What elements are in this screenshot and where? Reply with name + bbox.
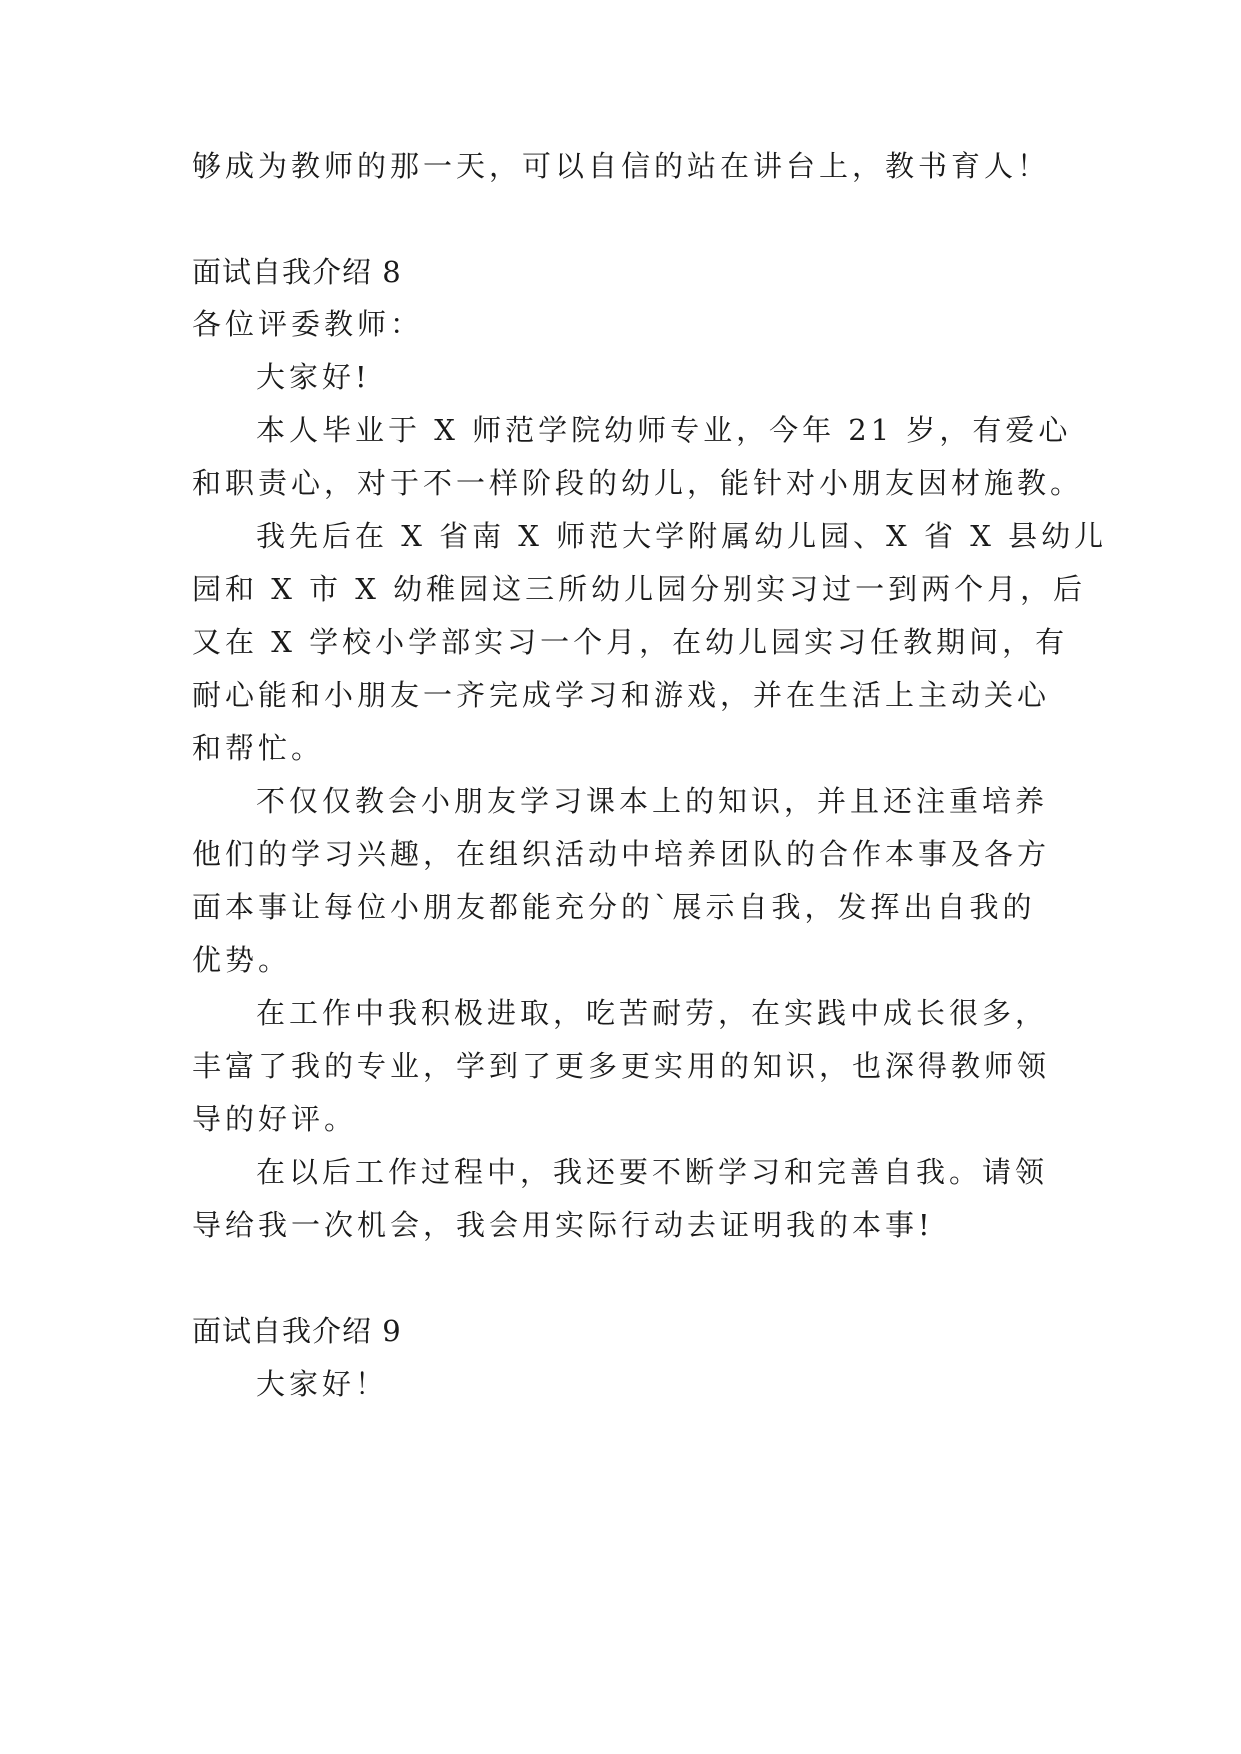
paragraph-line: 他们的学习兴趣，在组织活动中培养团队的合作本事及各方 [192,837,1051,871]
paragraph-line: 我先后在 X 省南 X 师范大学附属幼儿园、X 省 X 县幼儿 [256,519,1108,553]
paragraph-line: 导给我一次机会，我会用实际行动去证明我的本事! [192,1208,934,1242]
section-heading-8: 面试自我介绍 8 [192,255,402,289]
paragraph-line: 丰富了我的专业，学到了更多更实用的知识，也深得教师领 [192,1049,1051,1083]
paragraph-line: 和职责心，对于不一样阶段的幼儿，能针对小朋友因材施教。 [192,466,1084,500]
paragraph-line: 在以后工作过程中，我还要不断学习和完善自我。请领 [256,1155,1049,1189]
section-heading-9: 面试自我介绍 9 [192,1314,402,1348]
paragraph-line: 本人毕业于 X 师范学院幼师专业，今年 21 岁，有爱心 [256,413,1072,447]
paragraph-line: 优势。 [192,943,292,977]
paragraph-line: 导的好评。 [192,1102,358,1136]
paragraph-line: 和帮忙。 [192,731,325,765]
paragraph-line: 在工作中我积极进取，吃苦耐劳，在实践中成长很多， [256,996,1049,1030]
paragraph-line: 不仅仅教会小朋友学习课本上的知识，并且还注重培养 [256,784,1049,818]
salutation: 各位评委教师： [192,307,424,341]
greeting: 大家好! [256,360,371,394]
paragraph-line: 又在 X 学校小学部实习一个月，在幼儿园实习任教期间，有 [192,625,1069,659]
paragraph-line: 耐心能和小朋友一齐完成学习和游戏，并在生活上主动关心 [192,678,1051,712]
paragraph-line: 园和 X 市 X 幼稚园这三所幼儿园分别实习过一到两个月，后 [192,572,1087,606]
paragraph-line: 面本事让每位小朋友都能充分的`展示自我，发挥出自我的 [192,890,1036,924]
paragraph-line: 够成为教师的那一天，可以自信的站在讲台上，教书育人！ [192,149,1051,183]
greeting: 大家好！ [256,1367,389,1401]
